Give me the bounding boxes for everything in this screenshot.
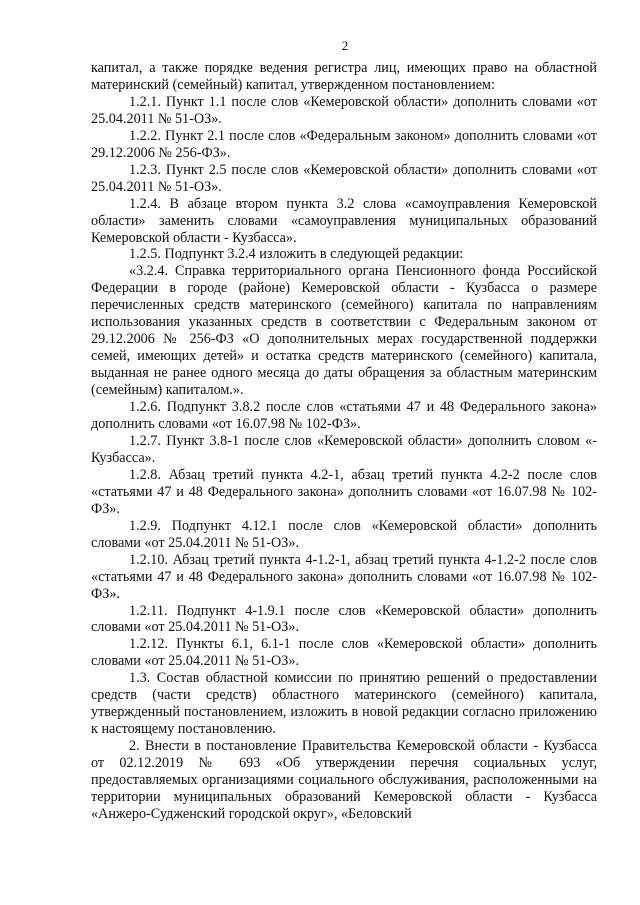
paragraph-1-2-8: 1.2.8. Абзац третий пункта 4.2-1, абзац третий пункта 4.2-2 после слов «статьями 47 и 48 Федерального закона» дополнить словами «от 16.07.98 № 102-ФЗ».	[91, 466, 597, 517]
document-body	[91, 60, 597, 823]
paragraph-1-2-3: 1.2.3. Пункт 2.5 после слов «Кемеровской области» дополнить словами «от 25.04.2011 № 51-ОЗ».	[91, 161, 597, 195]
paragraph-1-2-12: 1.2.12. Пункты 6.1, 6.1-1 после слов «Кемеровской области» дополнить словами «от 25.04.2011 № 51-ОЗ».	[91, 636, 597, 670]
paragraph-1-2-1: 1.2.1. Пункт 1.1 после слов «Кемеровской области» дополнить словами «от 25.04.2011 № 51-ОЗ».	[91, 93, 597, 127]
paragraph-1-2-5: 1.2.5. Подпункт 3.2.4 изложить в следующей редакции:	[129, 246, 464, 263]
paragraph-3-2-4-quote: «3.2.4. Справка территориального органа Пенсионного фонда Российской Федерации в городе (районе) Кемеровской области - Кузбасса о размере перечисленных средств материнского (семейного) капитала по направлениям использования указанных средств в соответствии с Федеральным законом от 29.12.2006 № 256-ФЗ «О дополнительных мерах государственной поддержки семей, имеющих детей» и остатка средств материнского (семейного) капитала, выданная не ранее одного месяца до даты обращения за областным материнским (семейным) капиталом.».	[91, 263, 597, 399]
paragraph-1-3: 1.3. Состав областной комиссии по принятию решений о предоставлении средств (части средств) областного материнского (семейного) капитала, утвержденный постановлением, изложить в новой редакции согласно приложению к настоящему постановлению.	[91, 670, 597, 738]
paragraph-2: 2. Внести в постановление Правительства Кемеровской области - Кузбасса от 02.12.2019 № 693 «Об утверждении перечня социальных услуг, предоставляемых организациями социального обслуживания, расположенными на территории муниципальных образований Кемеровской области - Кузбасса «Анжеро-Судженский городской округ», «Беловский	[91, 738, 597, 822]
paragraph-1-2-7: 1.2.7. Пункт 3.8-1 после слов «Кемеровской области» дополнить словом «- Кузбасса».	[91, 432, 597, 466]
paragraph-continuation: капитал, а также порядке ведения регистра лиц, имеющих право на областной материнский (семейный) капитал, утвержденном постановлением:	[91, 60, 597, 93]
paragraph-1-2-10: 1.2.10. Абзац третий пункта 4-1.2-1, абзац третий пункта 4-1.2-2 после слов «статьями 47 и 48 Федерального закона» дополнить словами «от 16.07.98 № 102-ФЗ».	[91, 551, 597, 602]
paragraph-1-2-9: 1.2.9. Подпункт 4.12.1 после слов «Кемеровской области» дополнить словами «от 25.04.2011 № 51-ОЗ».	[91, 517, 597, 551]
paragraph-1-2-11: 1.2.11. Подпункт 4-1.9.1 после слов «Кемеровской области» дополнить словами «от 25.04.2011 № 51-ОЗ».	[91, 602, 597, 636]
paragraph-1-2-6: 1.2.6. Подпункт 3.8.2 после слов «статьями 47 и 48 Федерального закона» дополнить словами «от 16.07.98 № 102-ФЗ».	[91, 399, 597, 433]
paragraph-1-2-2: 1.2.2. Пункт 2.1 после слов «Федеральным законом» дополнить словами «от 29.12.2006 № 256-ФЗ».	[91, 127, 597, 161]
page-number: 2	[341, 38, 349, 53]
paragraph-1-2-4: 1.2.4. В абзаце втором пункта 3.2 слова «самоуправления Кемеровской области» заменить словами «самоуправления муниципальных образований Кемеровской области - Кузбасса».	[91, 195, 597, 246]
